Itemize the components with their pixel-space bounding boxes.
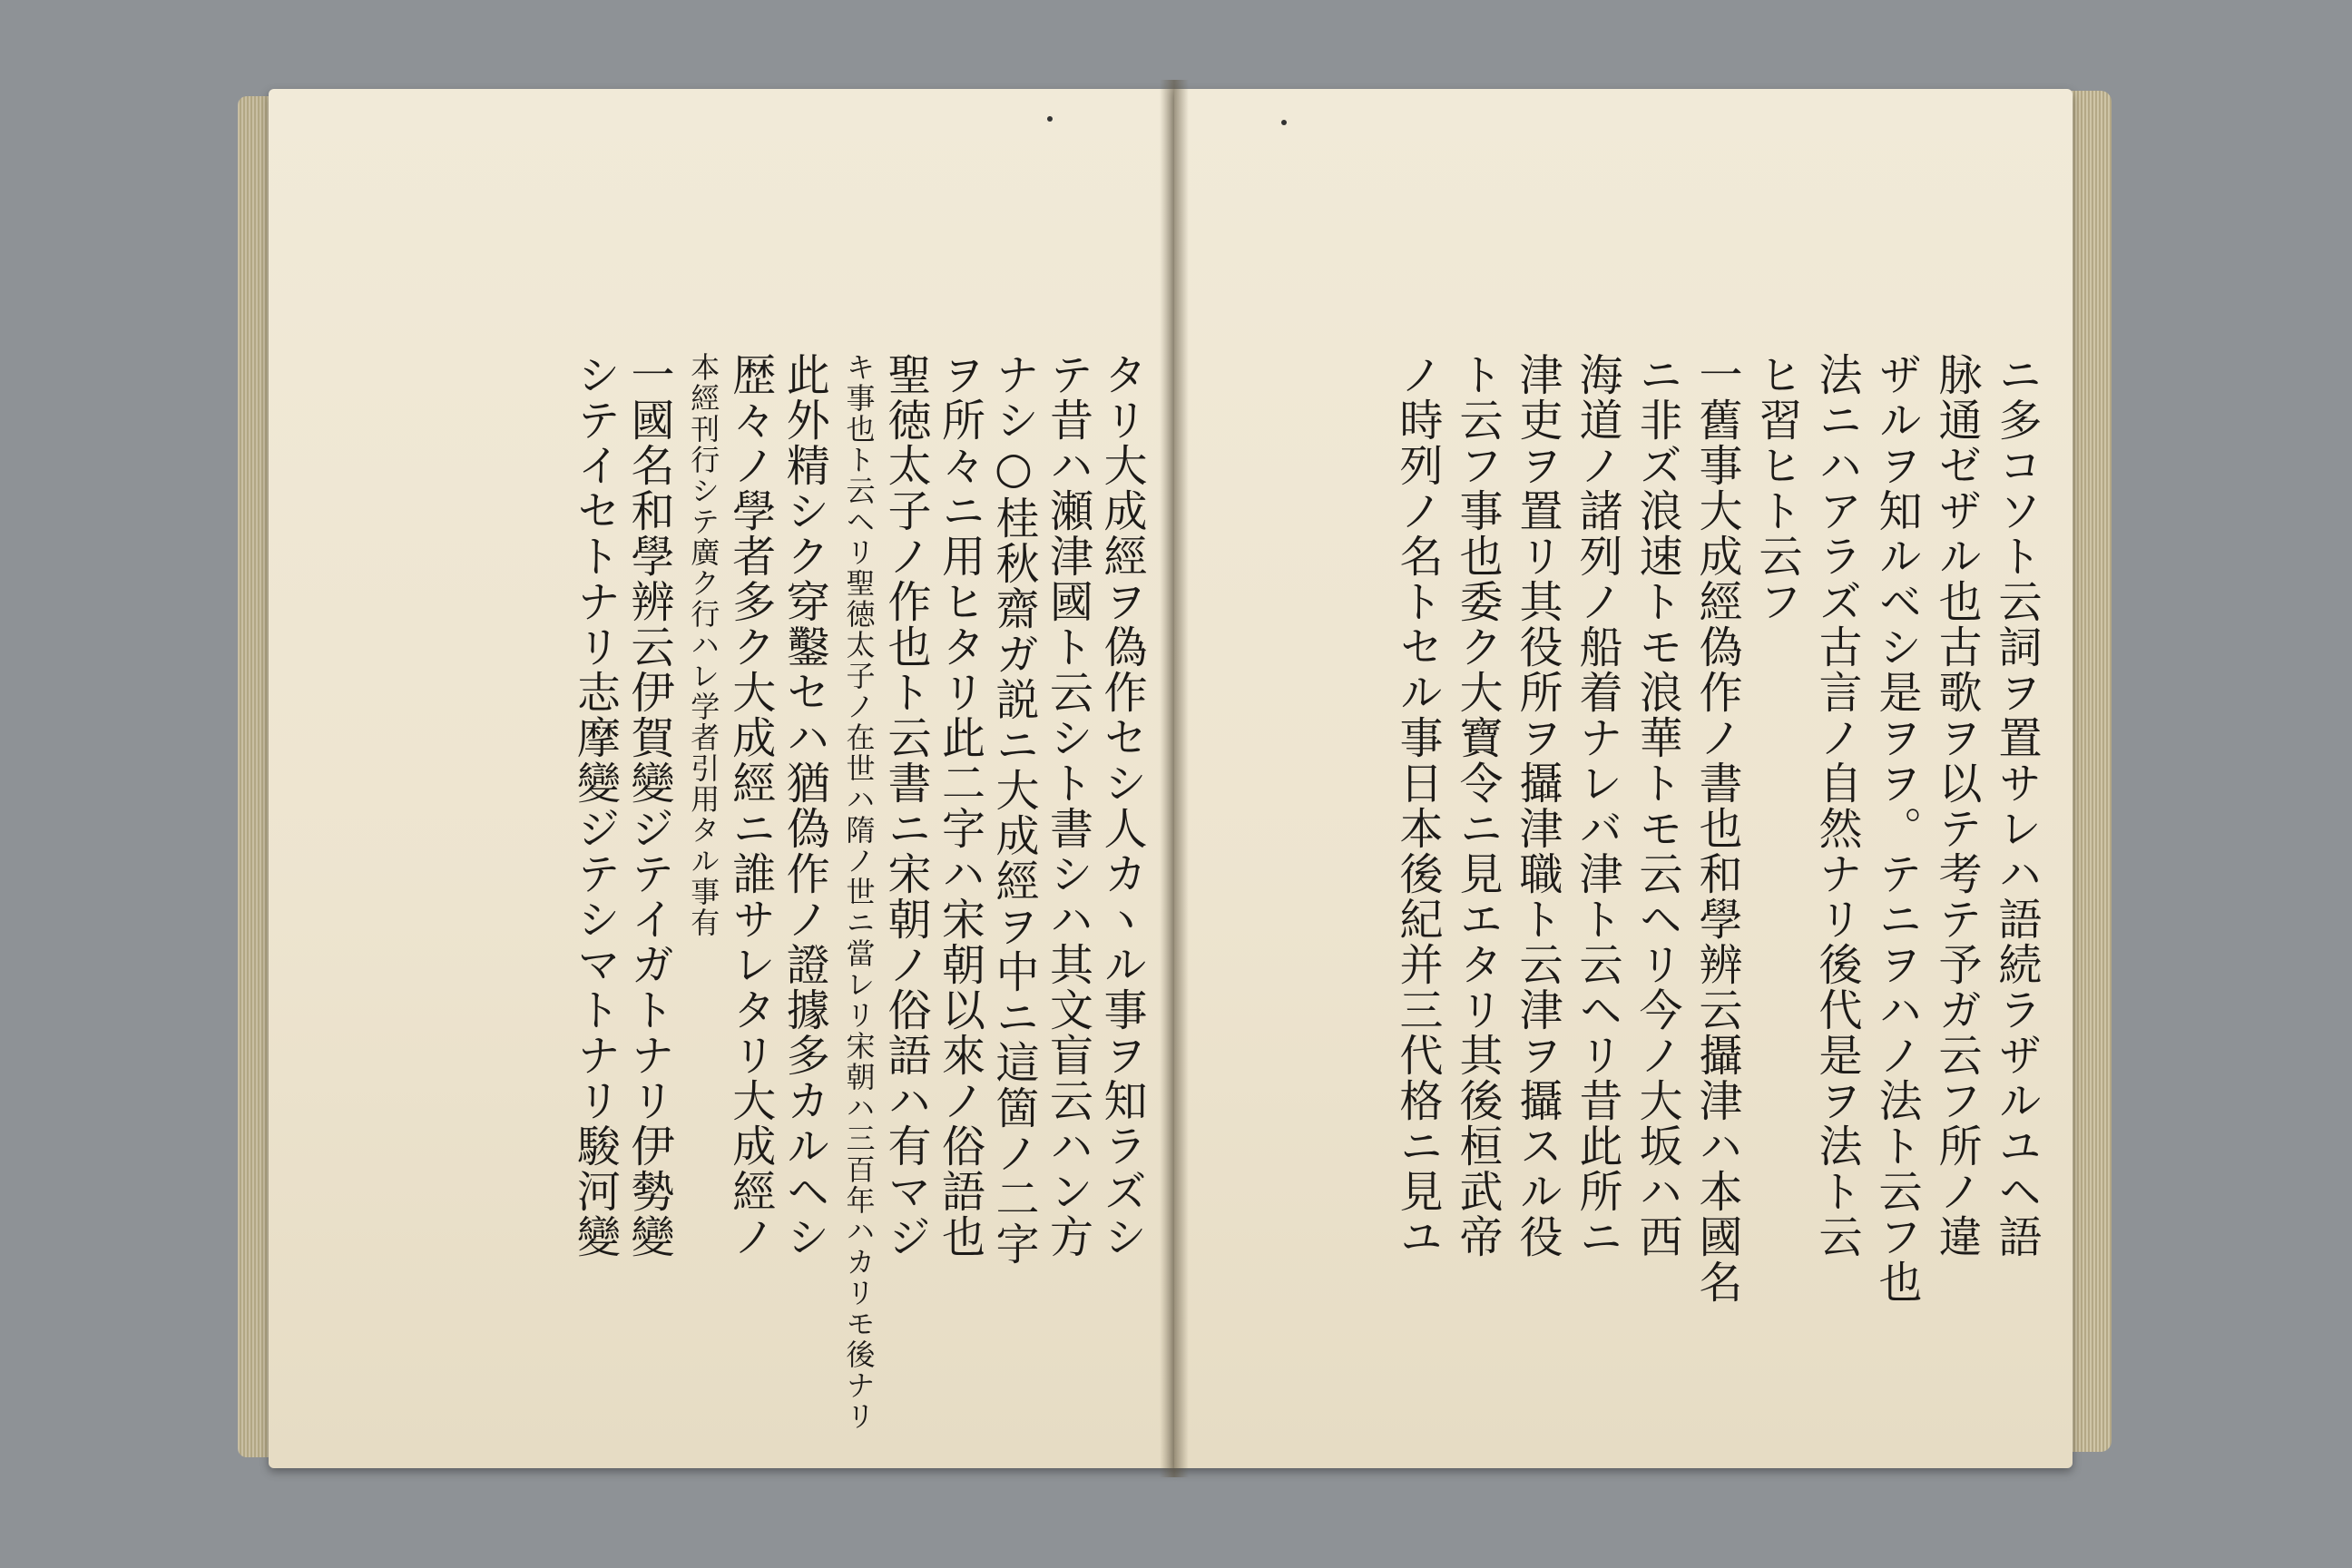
open-book [238, 80, 2112, 1477]
text-column: 一舊事大成經偽作ノ書也和學辨云攝津ハ本國名 [1691, 352, 1742, 1305]
text-column: ヲ所々ニ用ヒタリ此二字ハ宋朝以來ノ俗語也 [934, 352, 985, 1259]
text-column: ノ時列ノ名トセル事日本後紀并三代格ニ見ユ [1392, 352, 1443, 1259]
text-column: タリ大成經ヲ偽作セシ人カヽル事ヲ知ラズシ [1096, 352, 1147, 1259]
text-column: 一國名和學辨云伊賀變ジテイガトナリ伊勢變 [622, 352, 674, 1259]
text-column: ニ多コソト云詞ヲ置サレハ語続ラザルユヘ語 [1991, 352, 2042, 1259]
page-mark [1281, 120, 1287, 125]
text-column: 脉通ゼザル也古歌ヲ以テ考テ予ガ云フ所ノ違 [1931, 352, 1982, 1259]
book-edge-right [2066, 91, 2112, 1452]
right-page-text [1203, 352, 2042, 1423]
right-page [1174, 89, 2073, 1468]
text-column: キ事也ト云ヘリ聖徳太子ノ在世ハ隋ノ世ニ當レリ宋朝ハ三百年ハカリモ後ナリ [841, 352, 877, 1432]
text-column: 歴々ノ學者多ク大成經ニ誰サレタリ大成經ノ [724, 352, 776, 1259]
page-mark [1047, 116, 1053, 122]
text-column: ヒ習ヒト云フ [1751, 352, 1802, 624]
text-column: ナシ○桂秋齋ガ説ニ大成經ヲ中ニ這箇ノ二字 [988, 352, 1039, 1267]
text-column: 津吏ヲ置リ其役所ヲ攝津職ト云津ヲ攝スル役 [1512, 352, 1563, 1259]
left-page-text [563, 352, 1147, 1432]
text-column: ニ非ズ浪速トモ浪華トモ云ヘリ今ノ大坂ハ西 [1632, 352, 1682, 1259]
text-column: テ昔ハ瀬津國ト云シト書シハ其文盲云ハン方 [1042, 352, 1093, 1259]
book-spine [1160, 80, 1189, 1477]
text-column: 此外精シク穿鑿セハ猶偽作ノ證據多カルヘシ [779, 352, 830, 1259]
text-column: 海道ノ諸列ノ船着ナレバ津ト云ヘリ昔此所ニ [1572, 352, 1622, 1259]
text-column: 本經刊行シテ廣ク行ハレ学者引用タル事有 [686, 352, 721, 938]
text-column: ト云フ事也委ク大寶令ニ見エタリ其後桓武帝 [1452, 352, 1503, 1259]
text-column: シテイセトナリ志摩變ジテシマトナリ駿河變 [569, 352, 621, 1259]
left-page [269, 89, 1176, 1468]
text-column: 法ニハアラズ古言ノ自然ナリ後代是ヲ法ト云 [1811, 352, 1862, 1259]
text-column: ザルヲ知ルベシ是ヲヲ。テニヲハノ法ト云フ也 [1871, 352, 1922, 1305]
text-column: 聖徳太子ノ作也ト云書ニ宋朝ノ俗語ハ有マジ [880, 352, 931, 1259]
